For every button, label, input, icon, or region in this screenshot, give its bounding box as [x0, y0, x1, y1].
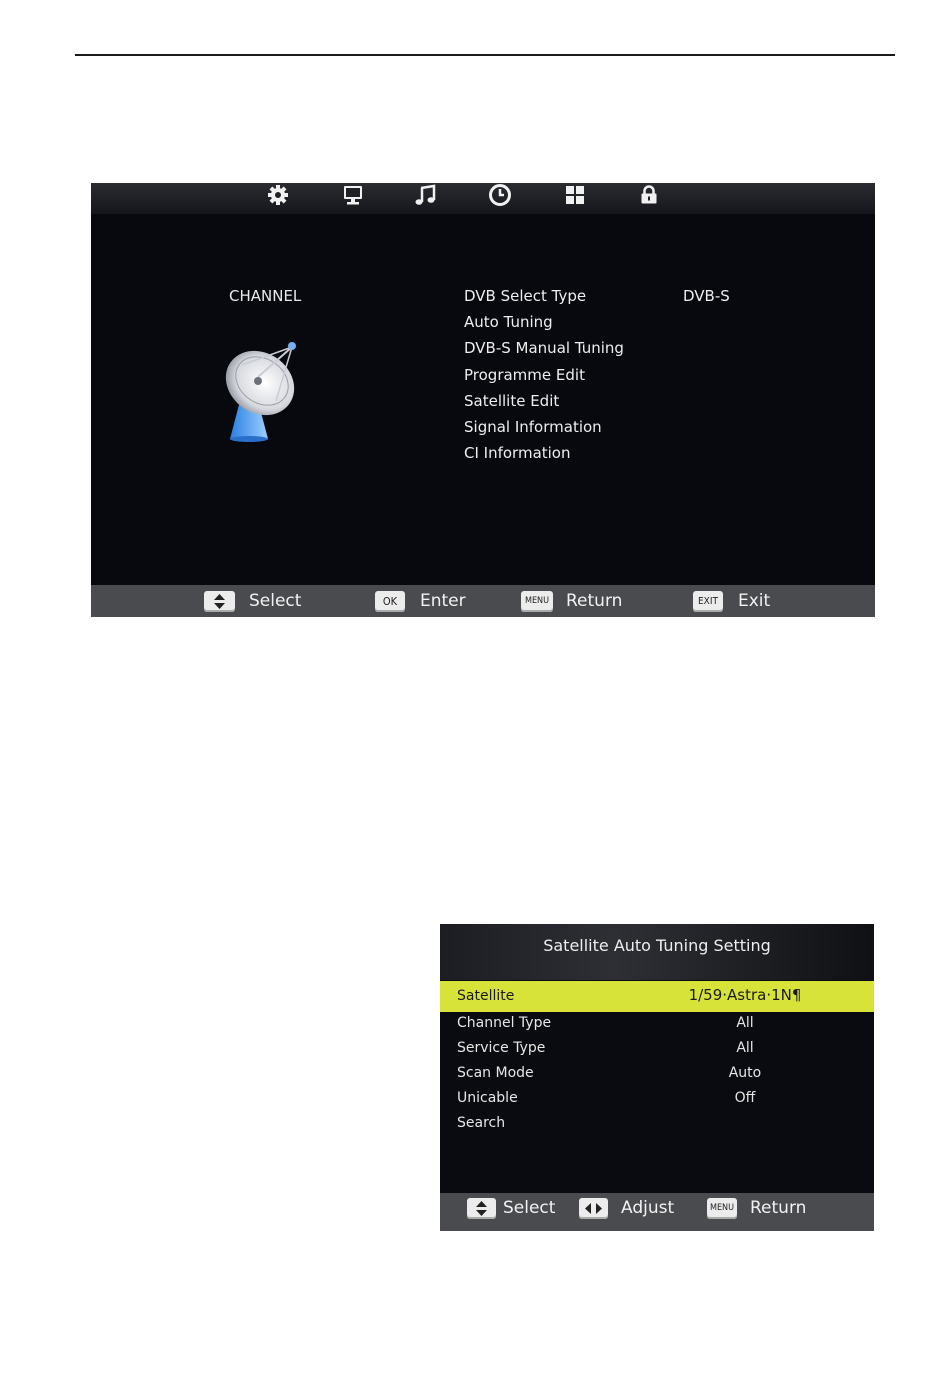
- up-down-icon: [467, 1198, 496, 1219]
- category-title: CHANNEL: [229, 287, 302, 305]
- footer-return-label: Return: [566, 591, 623, 611]
- clock-icon[interactable]: [487, 183, 513, 209]
- menu-tab-bar: [91, 183, 875, 214]
- row-scan-mode-label: Scan Mode: [457, 1065, 534, 1081]
- channel-options-list: [464, 285, 624, 468]
- lock-icon[interactable]: [636, 183, 662, 209]
- left-right-icon: [579, 1198, 608, 1219]
- option-dvb-select-type[interactable]: DVB Select Type: [464, 287, 587, 305]
- dialog-title-bar: [440, 924, 874, 980]
- row-satellite[interactable]: [440, 981, 874, 1012]
- up-down-icon: [204, 591, 235, 612]
- option-signal-information[interactable]: Signal Information: [464, 417, 602, 436]
- menu-key-icon: MENU: [521, 591, 553, 612]
- row-channel-type-value: All: [736, 1015, 754, 1031]
- row-unicable-value: Off: [734, 1090, 756, 1106]
- channel-menu: [91, 183, 875, 617]
- dialog-footer: [440, 1193, 874, 1231]
- satellite-dish-icon: [214, 331, 314, 443]
- row-unicable[interactable]: [440, 1087, 874, 1112]
- option-programme-edit[interactable]: Programme Edit: [464, 365, 585, 384]
- music-note-icon[interactable]: [413, 183, 439, 209]
- row-channel-type[interactable]: [440, 1012, 874, 1037]
- gear-icon[interactable]: [265, 183, 291, 209]
- row-channel-type-label: Channel Type: [457, 1015, 552, 1031]
- page-top-rule: [75, 54, 895, 56]
- row-service-type[interactable]: [440, 1037, 874, 1062]
- row-scan-mode-value: Auto: [728, 1065, 762, 1081]
- footer-adjust-label: Adjust: [621, 1198, 675, 1218]
- monitor-icon[interactable]: [340, 183, 366, 209]
- row-scan-mode[interactable]: [440, 1062, 874, 1087]
- row-satellite-value: 1/59·Astra·1N¶: [688, 986, 802, 1004]
- option-satellite-edit[interactable]: Satellite Edit: [464, 391, 560, 410]
- footer-enter-label: Enter: [420, 591, 466, 611]
- row-service-type-value: All: [736, 1040, 754, 1056]
- menu-key-icon: MENU: [707, 1198, 737, 1219]
- ok-key-icon: OK: [375, 591, 405, 612]
- option-dvbs-manual-tuning[interactable]: DVB-S Manual Tuning: [464, 339, 624, 358]
- row-unicable-label: Unicable: [457, 1090, 518, 1106]
- dialog-title: Satellite Auto Tuning Setting: [543, 936, 771, 955]
- footer-select-label: Select: [503, 1198, 556, 1218]
- row-service-type-label: Service Type: [457, 1040, 546, 1056]
- footer-exit-label: Exit: [738, 591, 771, 611]
- dvb-select-type-value: DVB-S: [683, 287, 730, 305]
- footer-select-label: Select: [249, 591, 302, 611]
- satellite-auto-tuning-dialog: [440, 924, 874, 1231]
- row-search-label: Search: [457, 1115, 506, 1131]
- row-satellite-label: Satellite: [457, 988, 515, 1004]
- option-auto-tuning[interactable]: Auto Tuning: [464, 313, 553, 332]
- grid-icon[interactable]: [562, 183, 588, 209]
- row-search[interactable]: [440, 1112, 874, 1137]
- footer-return-label: Return: [750, 1198, 807, 1218]
- exit-key-icon: EXIT: [693, 591, 723, 612]
- option-ci-information[interactable]: CI Information: [464, 444, 571, 463]
- channel-menu-footer: [91, 585, 875, 617]
